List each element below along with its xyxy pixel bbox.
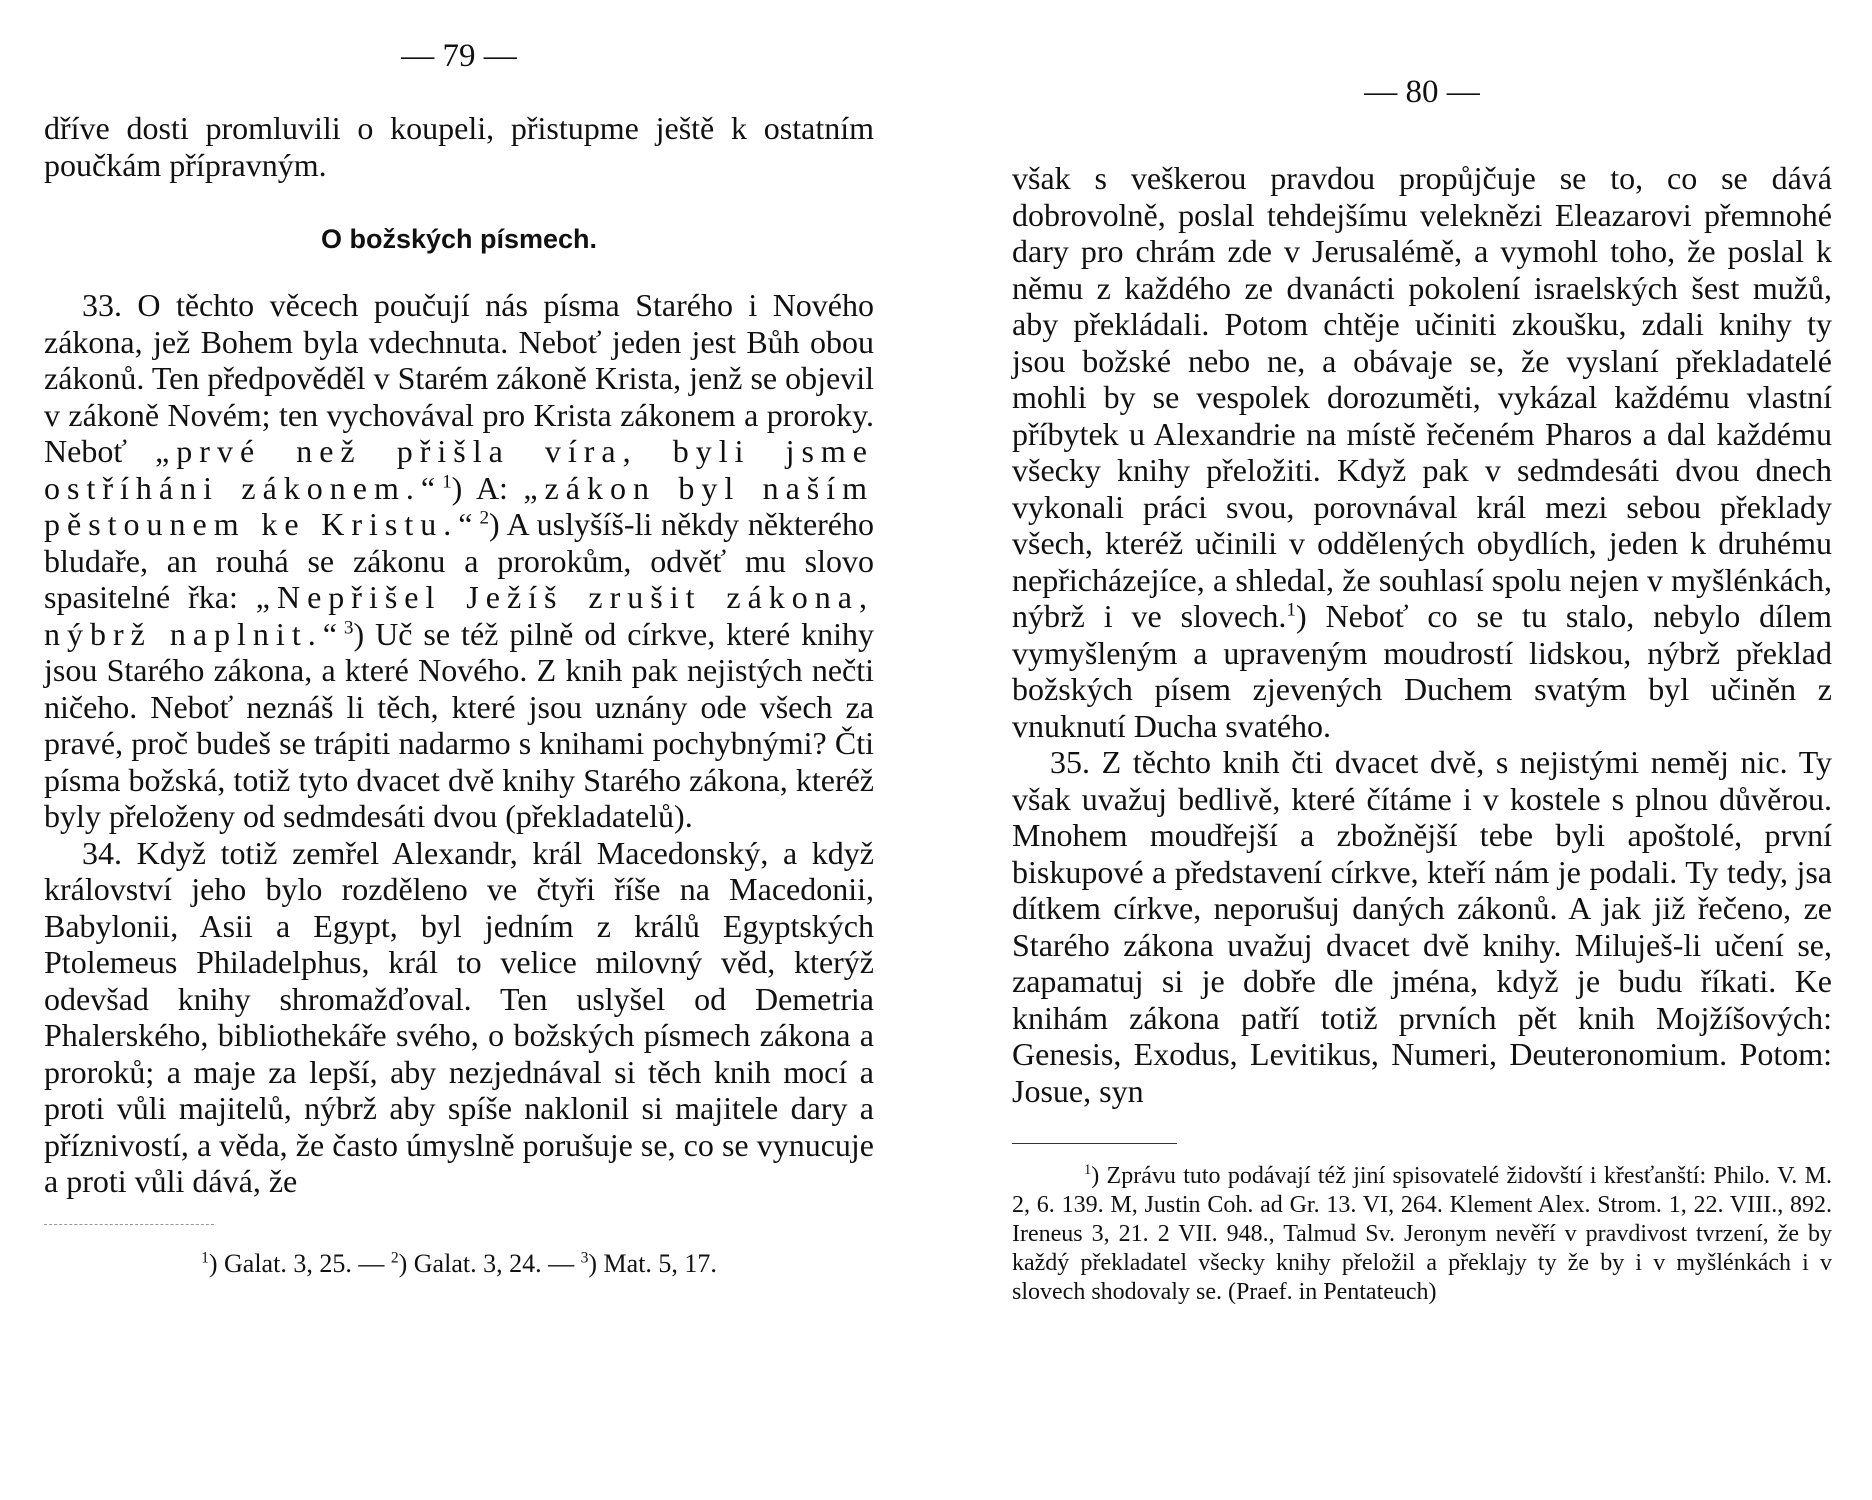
footnote-text: ) Galat. 3, 25. — <box>208 1248 391 1278</box>
text-run: ) A: <box>451 469 524 506</box>
text-run: však s veškerou pravdou propůjčuje se to, co se dává dobrovolně, poslal tehdejšímu veleknězi Eleazarovi přemnohé dary pro chrám zde v Jerusalémě, a vymohl toho, že poslal k němu z každého ze dvanácti pokolení israelských šest mužů, aby překládali. Potom chtěje učiniti zkoušku, zdali knihy ty jsou božské nebo ne, a obávaje se, že vyslaní překladatelé mohli by se vespolek dorozuměti, vykázal každému vlastní příbytek u Alexandrie na místě řečeném Pharos a dal každému všecky knihy přeložiti. Když pak v sedmdesáti dvou dnech vykonali práci svou, porovnával král mezi sebou překlady všech, kteréž učinili v oddělených obydlích, jeden k druhému nepřicházejíce, a shledal, že souhlasí spolu nejen v myšlénkách, nýbrž i ve slovech. <box>1012 160 1832 634</box>
text-run: 33. O těchto věcech poučují nás písma Starého i Nového zákona, jež Bohem byla vdechnuta. Neboť jeden jest Bůh obou zákonů. Ten předpověděl v Starém zákoně Krista, jenž se objevil v zákoně Novém; ten vychovával pro Krista zákonem a proroky. Neboť <box>44 287 874 469</box>
page-body <box>44 110 874 1200</box>
footnotes <box>1012 1162 1832 1307</box>
paragraph-35: 35. Z těchto knih čti dvacet dvě, s nejistými neměj nic. Ty však uvažuj bedlivě, které čítáme i v kostele s plnou důvěrou. Mnohem moudřejší a zbožnější tebe byli apoštolé, první biskupové a představení církve, kteří nám je podali. Ty tedy, jsa dítkem církve, neporušuj daných zákonů. A jak již řečeno, ze Starého zákona uvažuj dvacet dvě knihy. Miluješ-li učení se, zapamatuj si je dobře dle jména, když je budu říkati. Ke knihám zákona patří totiž prvních pět knih Mojžíšových: Genesis, Exodus, Levitikus, Numeri, Deuteronomium. Potom: Josue, syn <box>1012 744 1832 1109</box>
footnote-ref: 1 <box>1286 599 1296 621</box>
paragraph-34: 34. Když totiž zemřel Alexandr, král Macedonský, a když království jeho bylo rozděleno ve čtyři říše na Macedonii, Babylonii, Asii a Egypt, byl jedním z králů Egyptských Ptolemeus Philadelphus, král to velice milovný věd, kterýž odevšad knihy shromažďoval. Ten uslyšel od Demetria Phalerského, bibliothekáře svého, o božských písmech zákona a proroků; a maje za lepší, aby nezjednával si těch knih mocí a proti vůli majitelů, nýbrž aby spíše naklonil si majitele dary a příznivostí, a věda, že často úmyslně porušuje se, co se vynucuje a proti vůli dává, že <box>44 834 874 1199</box>
paragraph-33 <box>44 287 874 835</box>
page-number: — 80 — <box>1364 74 1480 110</box>
footnote <box>44 1249 874 1278</box>
footnote-divider <box>44 1224 214 1225</box>
footnote-text: ) Zprávu tuto podávají též jiní spisovatelé židovští i křesťanští: Philo. V. M. 2, 6. 139. M, Justin Coh. ad Gr. 13. VI, 264. Klement Alex. Strom. 1, 22. VIII., 892. Ireneus 3, 21. 2 VII. 948., Talmud Sv. Jeronym nevěří v pravdivost tvrzení, že by každý překladatel všecky knihy přeložil a překlajy ty že by i v myšlénkách i v slovech shodovaly se. (Praef. in Pentateuch) <box>1012 1163 1832 1305</box>
text-run: ) Neboť co se tu stalo, nebylo dílem vymyšleným a upraveným moudrostí lidskou, nýbrž překlad božských písem zjevených Duchem svatým byl učiněn z vnuknutí Ducha svatého. <box>1012 598 1832 744</box>
scripture-quote: „zákon byl naším pěstounem ke Kristu.“ <box>44 469 875 542</box>
text-run: ) A uslyšíš-li někdy některého bludaře, an rouhá se zákonu a prorokům, odvěť mu slovo spasitelné řka: <box>44 506 875 615</box>
paragraph: dříve dosti promluvili o koupeli, přistupme ještě k ostatním poučkám přípravným. <box>44 110 874 183</box>
page-body <box>1012 160 1832 1109</box>
footnote-number: 2 <box>390 1248 399 1266</box>
footnote-divider <box>1012 1143 1177 1144</box>
footnote-text: ) Mat. 5, 17. <box>588 1248 717 1278</box>
footnotes <box>44 1249 874 1278</box>
footnote-ref: 3 <box>343 616 354 638</box>
paragraph-34-continued <box>1012 160 1832 744</box>
page-number: — 79 — <box>401 38 517 74</box>
scripture-quote: „prvé než přišla víra, byli jsme ostříháni zákonem.“ <box>44 433 875 506</box>
scripture-quote: „Nepřišel Ježíš zrušit zákona, nýbrž naplnit.“ <box>44 579 875 652</box>
footnote-ref: 1 <box>442 470 452 492</box>
footnote-number: 1 <box>1084 1162 1092 1178</box>
footnote-text: ) Galat. 3, 24. — <box>398 1248 581 1278</box>
section-heading: O božských písmech. <box>320 224 598 254</box>
footnote-number: 1 <box>201 1248 209 1266</box>
footnote-number: 3 <box>580 1248 589 1266</box>
footnote <box>1012 1162 1832 1307</box>
right-page <box>1012 72 1832 1307</box>
text-run: ) Uč se též pilně od církve, které knihy jsou Starého zákona, a které Nového. Z knih pak nejistých nečti ničeho. Neboť neznáš li těch, které jsou uznány ode všech za pravé, proč budeš se trápiti nadarmo s knihami pochybnými? Čti písma božská, totiž tyto dvacet dvě knihy Starého zákona, kteréž byly přeloženy od sedmdesáti dvou (překladatelů). <box>44 615 875 834</box>
left-page <box>44 36 874 1278</box>
footnote-ref: 2 <box>479 507 490 529</box>
